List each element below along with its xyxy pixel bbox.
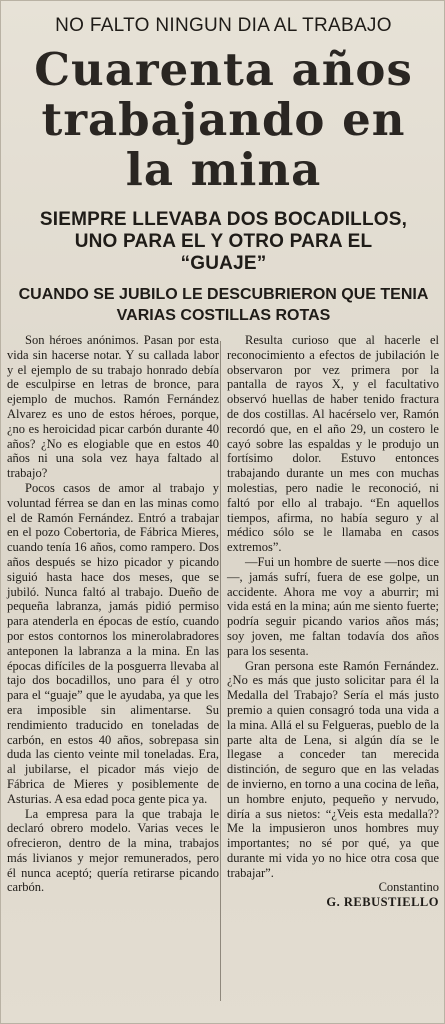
deck-line-2: VARIAS COSTILLAS ROTAS [116, 307, 331, 324]
article-deck [1, 284, 445, 326]
subheadline-line-2: UNO PARA EL Y OTRO PARA EL [74, 231, 373, 252]
left-column [7, 333, 219, 895]
subheadline-line-3: “GUAJE” [180, 253, 267, 274]
headline-line-2: trabajando en [41, 93, 406, 146]
left-paragraph-3: La empresa para la que trabaja le declaró obrero modelo. Varias veces le ofrecieron, dentro de la mina, trabajos más livianos y mejor remunerados, pero él nunca aceptó; quería retirarse picando carbón. [7, 806, 219, 895]
right-column [227, 333, 439, 910]
subheadline-line-1: SIEMPRE LLEVABA DOS BOCADILLOS, [39, 209, 408, 230]
author-surname: G. REBUSTIELLO [326, 895, 439, 910]
right-paragraph-2: —Fui un hombre de suerte —nos dice—, jamás sufrí, fuera de ese golpe, un accidente. Ahora me voy a aburrir; mi vida está en la mina; aún me siento fuerte; podría seguir picando varios años más; soy joven, me faltan todavía dos años para los sesenta. [227, 554, 439, 658]
right-paragraph-1: Resulta curioso que al hacerle el reconocimiento a efectos de jubilación le observaron por vez primera por la pantalla de rayos X, y el facultativo observó huellas de haber tenido fractura de dos costillas. Al hacérselo ver, Ramón recordó que, en el año 29, un costero le cayó sobre las espaldas y le produjo un fortísimo dolor. Estuvo entonces trabajando durante un mes con muchas molestias, pero nadie le reconoció, ni faltó por ello al trabajo. “En aquellos tiempos, afirma, no había seguro y al médico sólo se le llamaba en casos extremos”. [227, 333, 439, 555]
headline-line-1: Cuarenta años [34, 43, 413, 96]
deck-line-1: CUANDO SE JUBILO LE DESCUBRIERON QUE TENIA [18, 286, 429, 303]
author-firstname: Constantino [378, 880, 439, 895]
headline-line-3: la mina [125, 143, 322, 196]
column-divider [220, 341, 221, 1001]
left-paragraph-2: Pocos casos de amor al trabajo y voluntad férrea se dan en las minas como el de Ramón Fernández. Entró a trabajar en el pozo Cobertoria, de Fábrica Mieres, cuando tenía 16 años, como rampero. Dos años después se hizo picador y picando siguió hasta hace dos meses, que se jubiló. Nunca faltó al trabajo. Dueño de pequeña labranza, jamás pidió permiso para atenderla en épocas de estío, cuando por estos contornos los minerolabradores anteponen la labranza a la mina. En las épocas difíciles de la posguerra llevaba al tajo dos bocadillos, uno para él y otro para el “guaje” que le ayudaba, ya que les era imposible sin alimentarse. Su rendimiento traducido en toneladas de carbón, en estos 40 años, sobrepasa sin duda las ciento veinte mil toneladas. Era, al jubilarse, el picador más viejo de Fábrica de Mieres y posiblemente de Asturias. A esa edad poca gente pica ya. [7, 480, 219, 806]
article-kicker: NO FALTO NINGUN DIA AL TRABAJO [55, 15, 392, 36]
article-subheadline [1, 209, 445, 275]
article-headline [1, 45, 445, 195]
left-paragraph-1: Son héroes anónimos. Pasan por esta vida sin hacerse notar. Y su callada labor y el ejemplo de su trabajo honrado debía de esculpirse en letras de bronce, para ejemplo de muchos. Ramón Fernández Alvarez es uno de estos héroes, porque, ¿no es heroicidad picar carbón durante 40 años? ¿No es elogiable que en estos 40 años ni una sola vez haya faltado al trabajo? [7, 333, 219, 481]
right-paragraph-3: Gran persona este Ramón Fernández. ¿No es más que justo solicitar para él la Medalla del Trabajo? Sería el más justo premio a quien consagró toda una vida a la mina. Allá el su Felgueras, pueblo de la parte alta de Lena, si algún día se le llegase a conceder tan merecida distinción, de seguro que en las veladas de invierno, en torno a una cocina de leña, un hombre enjuto, pequeño y nervudo, diría a sus nietos: “¿Veis esta medalla?? Me la impusieron unos hombres muy importantes; no sé por qué, ya que durante mi vida yo no hice otra cosa que trabajar”. [227, 658, 439, 880]
